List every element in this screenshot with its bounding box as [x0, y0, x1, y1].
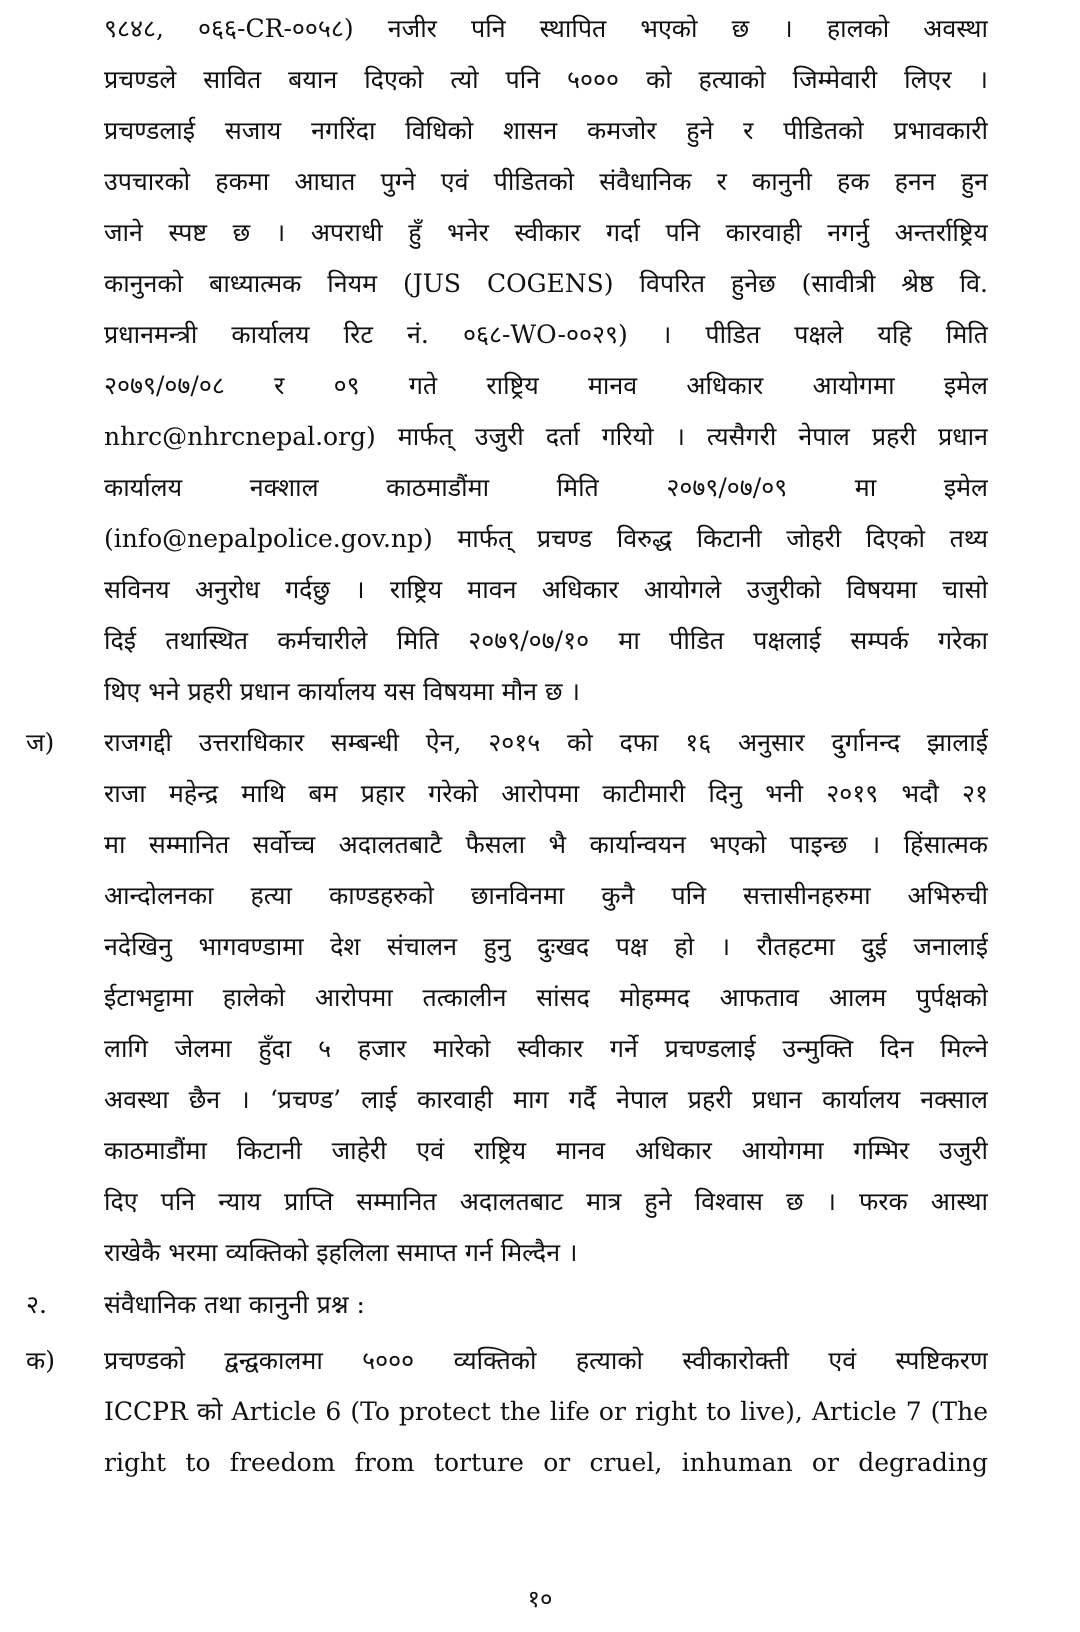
- text-line: प्रचण्डको द्वन्द्वकालमा ५००० व्यक्तिको हत्याको स्वीकारोक्ती एवं स्पष्टिकरण: [104, 1346, 988, 1375]
- section-marker: २.: [26, 1290, 47, 1319]
- text-line: सविनय अनुरोध गर्दछु । राष्ट्रिय मावन अधिकार आयोगले उजुरीको विषयमा चासो: [104, 575, 988, 604]
- text-line: कानुनको बाध्यात्मक नियम (JUS COGENS) विपरित हुनेछ (सावीत्री श्रेष्ठ वि.: [104, 269, 988, 298]
- text-line: राखेकै भरमा व्यक्तिको इहलिला समाप्त गर्न मिल्दैन ।: [104, 1238, 578, 1267]
- section-marker: क): [26, 1346, 55, 1375]
- text-line: प्रचण्डलाई सजाय नगरिंदा विधिको शासन कमजोर हुने र पीडितको प्रभावकारी: [104, 116, 988, 145]
- text-line: राजगद्दी उत्तराधिकार सम्बन्धी ऐन, २०१५ को दफा १६ अनुसार दुर्गानन्द झालाई: [104, 728, 988, 757]
- page-number: १०: [527, 1585, 553, 1613]
- section-marker: ज): [26, 728, 55, 757]
- text-line: ईटाभट्टामा हालेको आरोपमा तत्कालीन सांसद मोहम्मद आफताव आलम पुर्पक्षको: [104, 983, 988, 1012]
- text-line: ICCPR को Article 6 (To protect the life or right to live), Article 7 (The: [104, 1397, 988, 1426]
- text-line: राजा महेन्द्र माथि बम प्रहार गरेको आरोपमा काटीमारी दिनु भनी २०१९ भदौ २१: [104, 779, 988, 808]
- text-line: २०७९/०७/०८ र ०९ गते राष्ट्रिय मानव अधिकार आयोगमा इमेल: [104, 371, 988, 400]
- text-line: जाने स्पष्ट छ । अपराधी हुँ भनेर स्वीकार गर्दा पनि कारवाही नगर्नु अन्तर्राष्ट्रिय: [104, 218, 988, 247]
- text-line: अवस्था छैन । ‘प्रचण्ड’ लाई कारवाही माग गर्दै नेपाल प्रहरी प्रधान कार्यालय नक्साल: [104, 1085, 988, 1114]
- text-line: उपचारको हकमा आघात पुग्ने एवं पीडितको संवैधानिक र कानुनी हक हनन हुन: [104, 167, 988, 196]
- text-line: कार्यालय नक्शाल काठमाडौंमा मिति २०७९/०७/०९ मा इमेल: [104, 473, 988, 502]
- text-line: right to freedom from torture or cruel, inhuman or degrading: [104, 1448, 988, 1477]
- text-line: nhrc@nhrcnepal.org) मार्फत् उजुरी दर्ता गरियो । त्यसैगरी नेपाल प्रहरी प्रधान: [104, 422, 988, 451]
- text-line: दिए पनि न्याय प्राप्ति सम्मानित अदालतबाट मात्र हुने विश्वास छ । फरक आस्था: [104, 1187, 988, 1216]
- text-line: मा सम्मानित सर्वोच्च अदालतबाटै फैसला भै कार्यान्वयन भएको पाइन्छ । हिंसात्मक: [104, 830, 988, 859]
- text-line: थिए भने प्रहरी प्रधान कार्यालय यस विषयमा मौन छ ।: [104, 677, 580, 706]
- text-line: लागि जेलमा हुँदा ५ हजार मारेको स्वीकार गर्ने प्रचण्डलाई उन्मुक्ति दिन मिल्ने: [104, 1034, 988, 1063]
- section-heading: संवैधानिक तथा कानुनी प्रश्न :: [104, 1290, 365, 1319]
- text-line: नदेखिनु भागवण्डामा देश संचालन हुनु दुःखद पक्ष हो । रौतहटमा दुई जनालाई: [104, 932, 988, 961]
- text-line: (info@nepalpolice.gov.np) मार्फत् प्रचण्ड विरुद्ध किटानी जोहरी दिएको तथ्य: [104, 524, 988, 553]
- text-line: काठमाडौंमा किटानी जाहेरी एवं राष्ट्रिय मानव अधिकार आयोगमा गम्भिर उजुरी: [104, 1136, 988, 1165]
- text-line: प्रचण्डले सावित बयान दिएको त्यो पनि ५००० को हत्याको जिम्मेवारी लिएर ।: [104, 65, 988, 94]
- text-line: प्रधानमन्त्री कार्यालय रिट नं. ०६८-WO-००२९) । पीडित पक्षले यहि मिति: [104, 320, 988, 349]
- text-line: ९८४८, ०६६-CR-००५८) नजीर पनि स्थापित भएको छ । हालको अवस्था: [104, 14, 988, 43]
- text-line: दिई तथास्थित कर्मचारीले मिति २०७९/०७/१० मा पीडित पक्षलाई सम्पर्क गरेका: [104, 626, 988, 655]
- text-line: आन्दोलनका हत्या काण्डहरुको छानविनमा कुनै पनि सत्तासीनहरुमा अभिरुची: [104, 881, 988, 910]
